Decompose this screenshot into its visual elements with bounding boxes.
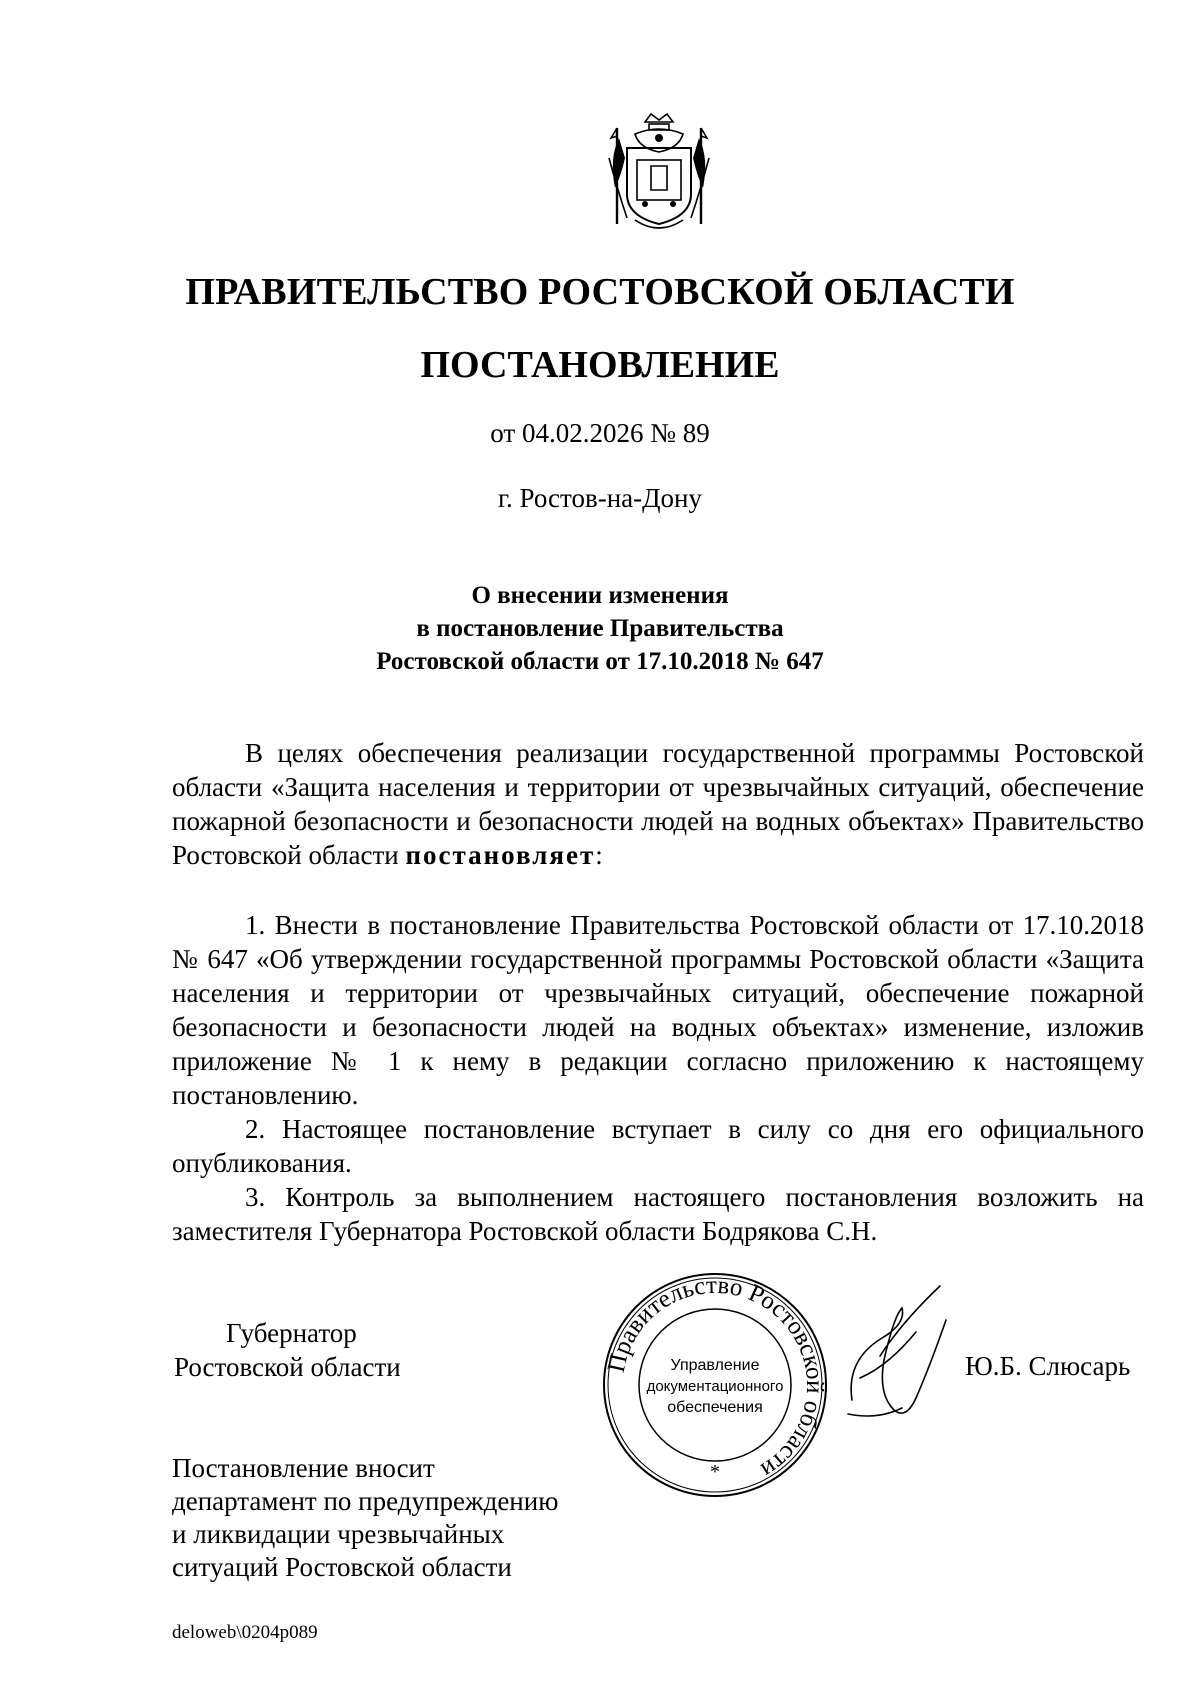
stamp-inner-line-2: документационного: [646, 1378, 784, 1395]
subject-line-2: в постановление Правительства: [416, 615, 784, 642]
decree-item-2: 2. Настоящее постановление вступает в силу со дня его официального опубликования.: [172, 1114, 1144, 1178]
stamp-ring-text: Правительство Ростовской области: [602, 1271, 829, 1484]
introduced-by-block: [172, 1452, 558, 1584]
signatory-position: [174, 1316, 401, 1384]
stamp-inner-line-3: обеспечения: [667, 1399, 763, 1416]
file-reference: deloweb\0204p089: [172, 1622, 318, 1643]
preamble-paragraph: [172, 736, 1144, 872]
official-stamp: [600, 1270, 830, 1500]
introduced-by-line-3: и ликвидации чрезвычайных: [172, 1519, 505, 1549]
decree-items: [172, 908, 1144, 1248]
signatory-position-line-1: Губернатор: [226, 1318, 357, 1348]
government-title: ПРАВИТЕЛЬСТВО РОСТОВСКОЙ ОБЛАСТИ: [185, 271, 1015, 313]
decree-item-3: 3. Контроль за выполнением настоящего постановления возложить на заместителя Губернатора Ростовской области Бодрякова С.Н.: [172, 1182, 1144, 1246]
city-line: г. Ростов-на-Дону: [497, 483, 702, 513]
preamble-text: В целях обеспечения реализации государственной программы Ростовской области «Защита населения и территории от чрезвычайных ситуаций, обеспечение пожарной безопасности и безопасности людей на водных объектах» Правительство Ростовской области: [172, 738, 1144, 870]
stamp-inner-line-1: Управление: [670, 1357, 760, 1374]
preamble-tail: :: [595, 840, 603, 870]
decree-item-1: 1. Внести в постановление Правительства Ростовской области от 17.10.2018 № 647 «Об утверждении государственной программы Ростовской области «Защита населения и территории от чрезвычайных ситуаций, обеспечение пожарной безопасности и безопасности людей на водных объектах» изменение, изложив приложение № 1 к нему в редакции согласно приложению к настоящему постановлению.: [172, 910, 1144, 1110]
subject-line-3: Ростовской области от 17.10.2018 № 647: [376, 648, 824, 675]
signatory-name: Ю.Б. Слюсарь: [965, 1351, 1131, 1381]
preamble-keyword: постановляет: [405, 840, 596, 870]
subject-heading: [0, 579, 1200, 678]
date-number-line: от 04.02.2026 № 89: [490, 418, 710, 448]
introduced-by-line-4: ситуаций Ростовской области: [172, 1552, 512, 1582]
handwritten-signature: [840, 1282, 950, 1432]
coat-of-arms-icon: [605, 108, 713, 238]
subject-line-1: О внесении изменения: [471, 582, 729, 609]
stamp-star-icon: *: [710, 1461, 720, 1483]
introduced-by-line-2: департамент по предупреждению: [172, 1486, 559, 1516]
document-type: ПОСТАНОВЛЕНИЕ: [420, 344, 780, 386]
introduced-by-line-1: Постановление вносит: [172, 1453, 435, 1483]
signatory-position-line-2: Ростовской области: [174, 1352, 401, 1382]
